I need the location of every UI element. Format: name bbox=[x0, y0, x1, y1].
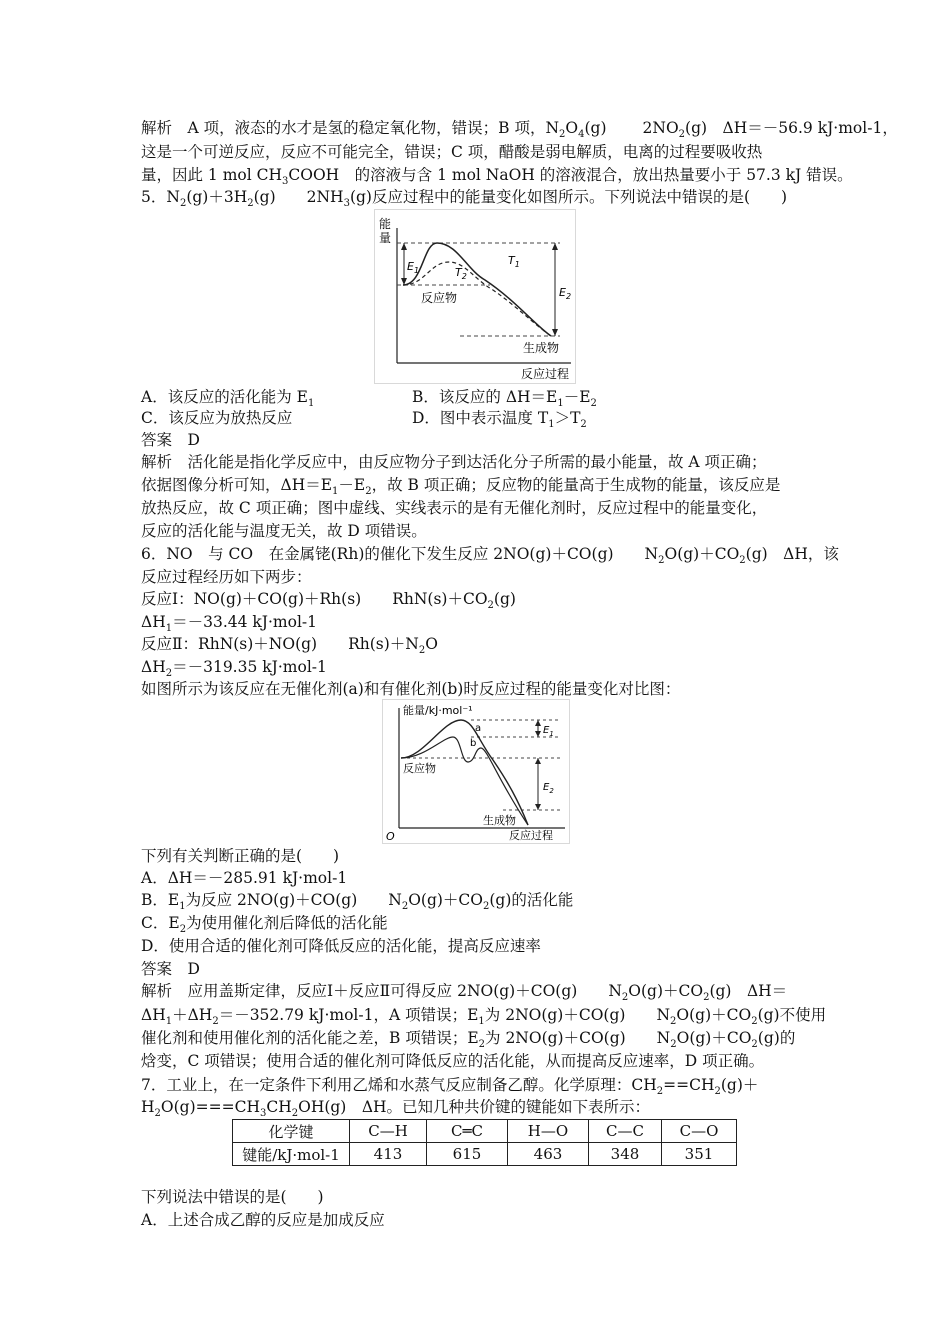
q5-x-label: 反应过程 bbox=[521, 367, 570, 381]
q6-dh-1: $\Delta H_1=-33.44$ kJ·mol-1 bbox=[141, 613, 318, 634]
q6-x-label: 反应过程 bbox=[509, 829, 553, 842]
q7-question: 下列说法中错误的是( ) bbox=[141, 1188, 324, 1206]
q5-analysis-2: 依据图像分析可知，$\Delta H=E_1-E_2$，故 B 项正确；反应物的能量高于生成物的能量，该反应是 bbox=[141, 476, 781, 497]
bond-energy-table bbox=[232, 1119, 737, 1166]
q5-T1-label: $T_1$ bbox=[508, 254, 520, 269]
q5-stem: 5．$N_2(g)+3H_2(g)$ $2NH_3(g)$反应过程中的能量变化如图所示。下列说法中错误的是( ) bbox=[141, 188, 788, 209]
q7-stem-2: $H_2O(g)===CH_3CH_2OH(g)$ ΔH。已知几种共价键的键能如下表所示： bbox=[141, 1098, 651, 1119]
q5-y-label-2: 量 bbox=[379, 231, 392, 245]
q5-energy-diagram bbox=[374, 209, 576, 384]
table-row bbox=[233, 1143, 737, 1166]
q5-option-d: D．图中表示温度 $T_1>T_2$ bbox=[412, 409, 587, 430]
q6-E1-arrowhead-down bbox=[535, 731, 541, 737]
table-cell: 463 bbox=[508, 1143, 589, 1166]
q6-answer: 答案 D bbox=[141, 960, 200, 978]
q6-reactant-label: 反应物 bbox=[403, 762, 436, 775]
q4-analysis-line-1: 解析 A 项，液态的水才是氢的稳定氧化物，错误；B 项，$N_2O_4(g)$ $2NO_2(g)$ ΔH＝－56.9 kJ·mol-1， bbox=[141, 119, 898, 140]
table-cell: C—C bbox=[589, 1120, 662, 1143]
q6-analysis-1: 解析 应用盖斯定律，反应Ⅰ＋反应Ⅱ可得反应 2NO(g)＋CO(g) $N_2O(g)+CO_2(g)$ ΔH＝ bbox=[141, 982, 788, 1003]
table-cell: 键能/kJ·mol-1 bbox=[233, 1143, 350, 1166]
table-cell: 348 bbox=[589, 1143, 662, 1166]
q6-y-label: 能量/kJ·mol⁻¹ bbox=[403, 704, 473, 717]
q6-stem-1: 6．NO 与 CO 在金属铑(Rh)的催化下发生反应 2NO(g)＋CO(g) $N_2O(g)+CO_2(g)$ ΔH，该 bbox=[141, 545, 839, 566]
q4-analysis-line-3: 量，因此 1 mol $CH_3COOH$ 的溶液与含 1 mol NaOH 的溶液混合，放出热量要小于 57.3 kJ 错误。 bbox=[141, 166, 853, 187]
q6-option-a: A．ΔH＝－285.91 kJ·mol-1 bbox=[141, 869, 348, 887]
q5-option-c: C．该反应为放热反应 bbox=[141, 409, 293, 427]
q6-origin: O bbox=[386, 830, 395, 843]
q7-option-a: A．上述合成乙醇的反应是加成反应 bbox=[141, 1211, 385, 1229]
q6-stem-2: 反应过程经历如下两步： bbox=[141, 568, 312, 586]
table-header-row bbox=[233, 1120, 737, 1143]
q5-T2-label: $T_2$ bbox=[455, 266, 467, 281]
table-cell: C—O bbox=[662, 1120, 737, 1143]
q5-analysis-4: 反应的活化能与温度无关，故 D 项错误。 bbox=[141, 522, 427, 540]
q6-E2-arrowhead-up bbox=[535, 758, 541, 764]
table-cell: C—H bbox=[350, 1120, 427, 1143]
q6-analysis-3: 催化剂和使用催化剂的活化能之差，B 项错误；$E_2$为 2NO(g)＋CO(g) $N_2O(g)+CO_2(g)$的 bbox=[141, 1029, 796, 1050]
q6-E2-label: $E_2$ bbox=[543, 782, 554, 795]
q7-stem-1: 7．工业上，在一定条件下利用乙烯和水蒸气反应制备乙醇。化学原理：$CH_2==CH_2(g)+$ bbox=[141, 1076, 759, 1097]
q6-reaction-2: 反应Ⅱ：RhN(s)＋NO(g) $Rh(s)+N_2O$ bbox=[141, 635, 438, 656]
q5-option-a: A．该反应的活化能为 $E_1$ bbox=[141, 388, 315, 409]
q5-y-label-1: 能 bbox=[379, 217, 392, 231]
q6-question: 下列有关判断正确的是( ) bbox=[141, 847, 340, 865]
table-cell: 351 bbox=[662, 1143, 737, 1166]
q5-E1-arrowhead-up bbox=[401, 243, 407, 250]
q4-analysis-line-2: 这是一个可逆反应，反应不可能完全，错误；C 项，醋酸是弱电解质，电离的过程要吸收热 bbox=[141, 143, 763, 161]
q6-E2-arrowhead-down bbox=[535, 804, 541, 810]
q5-energy-svg bbox=[375, 210, 575, 383]
q5-product-label: 生成物 bbox=[523, 341, 560, 355]
q6-option-d: D．使用合适的催化剂可降低反应的活化能，提高反应速率 bbox=[141, 937, 541, 955]
q5-E2-label: $E_2$ bbox=[559, 286, 572, 301]
q6-reaction-1: 反应Ⅰ：NO(g)＋CO(g)＋Rh(s) $RhN(s)+CO_2(g)$ bbox=[141, 590, 516, 611]
q5-E2-arrowhead-down bbox=[552, 329, 558, 336]
q5-E1-label: $E_1$ bbox=[407, 260, 420, 275]
q6-label-a: a bbox=[475, 723, 482, 734]
table-cell: H—O bbox=[508, 1120, 589, 1143]
q6-E1-label: $E_1$ bbox=[543, 725, 554, 738]
q5-analysis-1: 解析 活化能是指化学反应中，由反应物分子到达活化分子所需的最小能量，故 A 项正确； bbox=[141, 453, 767, 471]
q5-reactant-label: 反应物 bbox=[421, 291, 458, 305]
q6-option-c: C．$E_2$为使用催化剂后降低的活化能 bbox=[141, 914, 388, 935]
q6-option-b: B．$E_1$为反应 2NO(g)＋CO(g) $N_2O(g)+CO_2(g)$的活化能 bbox=[141, 891, 574, 912]
q5-E2-arrowhead-up bbox=[552, 243, 558, 250]
table-cell: 化学键 bbox=[233, 1120, 350, 1143]
q6-energy-diagram bbox=[382, 699, 570, 844]
table-cell: 615 bbox=[427, 1143, 508, 1166]
q6-dh-2: $\Delta H_2=-319.35$ kJ·mol-1 bbox=[141, 658, 327, 679]
q6-energy-svg bbox=[383, 700, 569, 843]
table-cell: C═C bbox=[427, 1120, 508, 1143]
q6-label-b: b bbox=[470, 738, 477, 749]
q5-answer: 答案 D bbox=[141, 431, 200, 449]
q5-option-b: B．该反应的 $\Delta H=E_1-E_2$ bbox=[412, 388, 597, 409]
table-cell: 413 bbox=[350, 1143, 427, 1166]
q6-product-label: 生成物 bbox=[483, 814, 516, 827]
q6-analysis-4: 焓变，C 项错误；使用合适的催化剂可降低反应的活化能，从而提高反应速率，D 项正确。 bbox=[141, 1052, 765, 1070]
q6-E1-arrowhead-up bbox=[535, 720, 541, 726]
q5-curve-T1 bbox=[403, 243, 551, 336]
q6-figure-intro: 如图所示为该反应在无催化剂(a)和有催化剂(b)时反应过程的能量变化对比图： bbox=[141, 680, 681, 698]
q5-analysis-3: 放热反应，故 C 项正确；图中虚线、实线表示的是有无催化剂时，反应过程中的能量变化， bbox=[141, 499, 768, 517]
q6-analysis-2: $\Delta H_1+\Delta H_2=-352.79$ kJ·mol-1，A 项错误；$E_1$为 2NO(g)＋CO(g) $N_2O(g)+CO_2(g)$不使用 bbox=[141, 1006, 827, 1027]
